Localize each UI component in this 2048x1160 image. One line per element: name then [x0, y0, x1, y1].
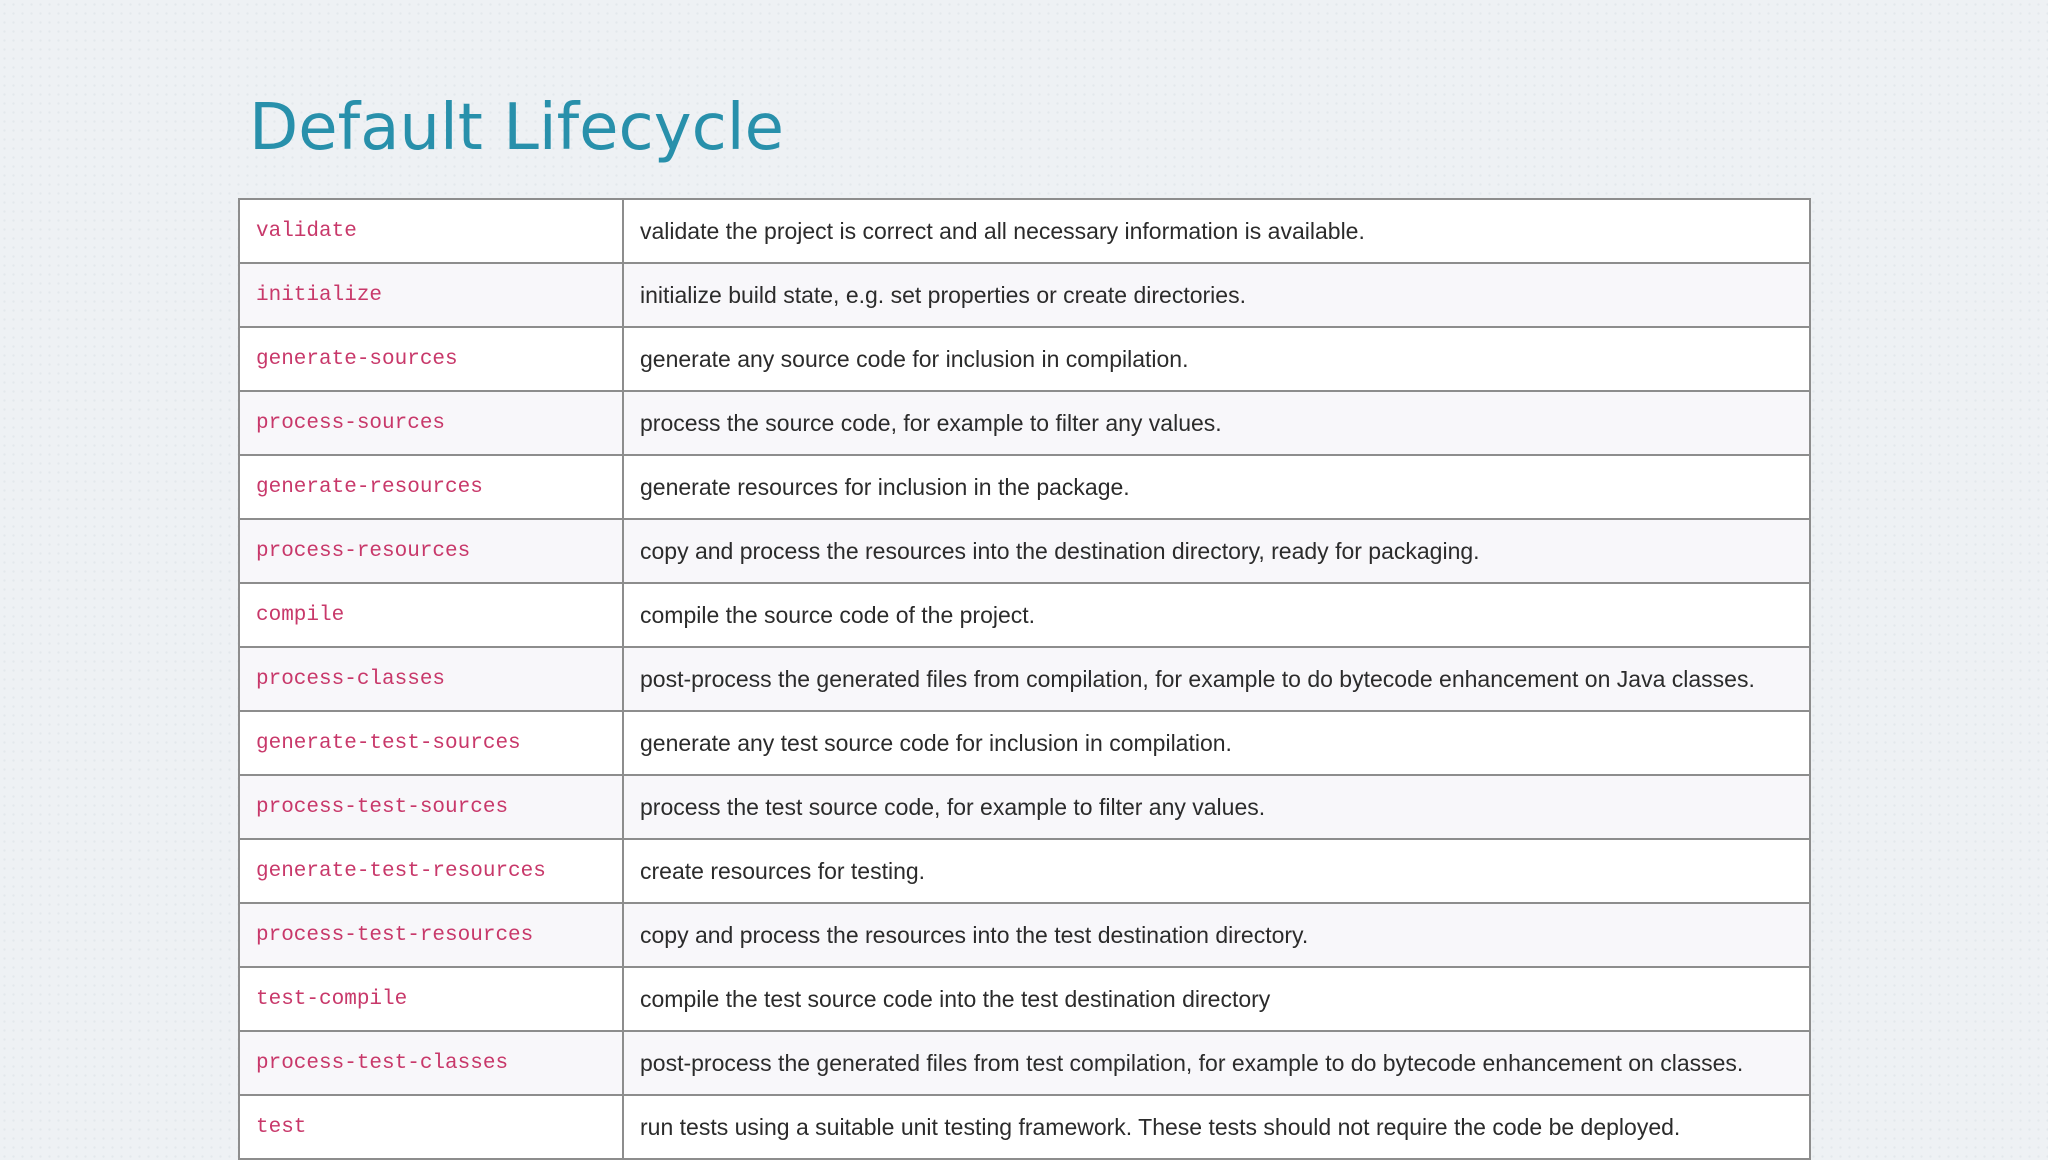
phase-name: generate-sources [239, 327, 623, 391]
phase-description: process the source code, for example to filter any values. [623, 391, 1810, 455]
phase-name: test [239, 1095, 623, 1159]
table-row [239, 839, 1810, 903]
phase-name: test-compile [239, 967, 623, 1031]
phase-description: generate any source code for inclusion in compilation. [623, 327, 1810, 391]
phase-name: validate [239, 199, 623, 263]
phase-description: post-process the generated files from compilation, for example to do bytecode enhancement on Java classes. [623, 647, 1810, 711]
table-row [239, 455, 1810, 519]
table-row [239, 647, 1810, 711]
table-row [239, 327, 1810, 391]
phase-name: generate-resources [239, 455, 623, 519]
table-row [239, 1095, 1810, 1159]
phase-description: create resources for testing. [623, 839, 1810, 903]
table-row [239, 519, 1810, 583]
table-row [239, 967, 1810, 1031]
phase-description: generate resources for inclusion in the package. [623, 455, 1810, 519]
lifecycle-table [238, 198, 1811, 1160]
table-row [239, 263, 1810, 327]
phase-name: initialize [239, 263, 623, 327]
phase-name: process-classes [239, 647, 623, 711]
phase-name: generate-test-resources [239, 839, 623, 903]
table-row [239, 711, 1810, 775]
phase-name: compile [239, 583, 623, 647]
phase-description: copy and process the resources into the destination directory, ready for packaging. [623, 519, 1810, 583]
phase-description: compile the test source code into the test destination directory [623, 967, 1810, 1031]
phase-description: initialize build state, e.g. set properties or create directories. [623, 263, 1810, 327]
table-row [239, 391, 1810, 455]
table-row [239, 583, 1810, 647]
table-row [239, 1031, 1810, 1095]
phase-description: copy and process the resources into the test destination directory. [623, 903, 1810, 967]
phase-name: process-test-resources [239, 903, 623, 967]
phase-name: generate-test-sources [239, 711, 623, 775]
phase-name: process-resources [239, 519, 623, 583]
phase-description: run tests using a suitable unit testing framework. These tests should not require the code be deployed. [623, 1095, 1810, 1159]
phase-description: generate any test source code for inclusion in compilation. [623, 711, 1810, 775]
lifecycle-table-body [239, 199, 1810, 1159]
phase-description: compile the source code of the project. [623, 583, 1810, 647]
phase-name: process-test-classes [239, 1031, 623, 1095]
phase-name: process-test-sources [239, 775, 623, 839]
phase-name: process-sources [239, 391, 623, 455]
table-row [239, 903, 1810, 967]
phase-description: process the test source code, for example to filter any values. [623, 775, 1810, 839]
phase-description: post-process the generated files from test compilation, for example to do bytecode enhancement on classes. [623, 1031, 1810, 1095]
page-title: Default Lifecycle [249, 91, 784, 165]
phase-description: validate the project is correct and all necessary information is available. [623, 199, 1810, 263]
table-row [239, 775, 1810, 839]
table-row [239, 199, 1810, 263]
